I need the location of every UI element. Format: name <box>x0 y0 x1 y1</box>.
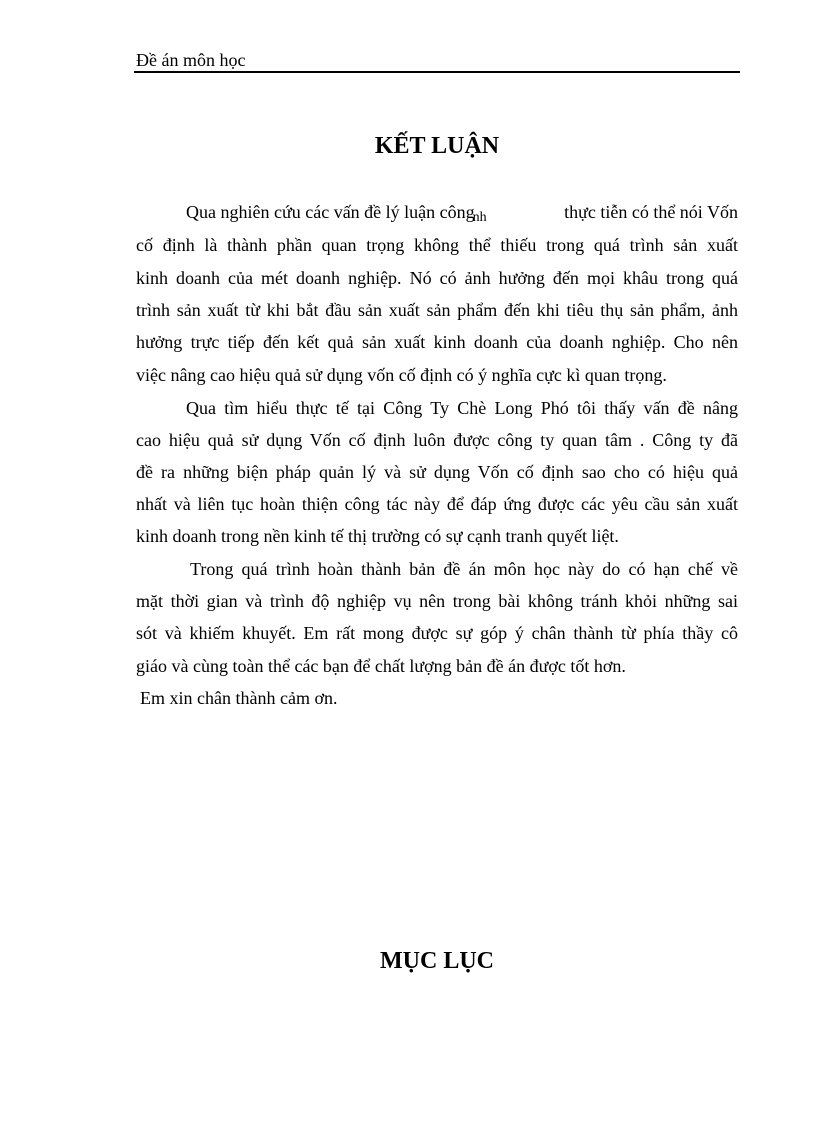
paragraph-2-line-1: Qua tìm hiểu thực tế tại Công Ty Chè Long Phó tôi thấy vấn đề nâng <box>186 398 738 418</box>
paragraph-1-line-2: cố định là thành phần quan trọng không thể thiếu trong quá trình sản xuất <box>136 235 738 255</box>
header-text: Đề án môn học <box>136 50 246 70</box>
paragraph-3-line-4: giáo và cùng toàn thể các bạn để chất lượng bản đề án được tốt hơn. <box>136 656 626 676</box>
paragraph-1-line-1 <box>186 201 738 226</box>
conclusion-heading: KẾT LUẬN <box>374 133 500 159</box>
page-header <box>134 49 740 73</box>
paragraph-2-line-4: nhất và liên tục hoàn thiện công tác này để đáp ứng được các yêu cầu sản xuất <box>136 494 738 514</box>
paragraph-2-line-2: cao hiệu quả sử dụng Vốn cố định luôn được công ty quan tâm . Công ty đã <box>136 430 738 450</box>
paragraph-1-line-4: trình sản xuất từ khi bắt đầu sản xuất sản phẩm đến khi tiêu thụ sản phẩm, ảnh <box>136 300 738 320</box>
paragraph-3-line-1: Trong quá trình hoàn thành bản đề án môn học này do có hạn chế về <box>190 559 738 579</box>
paragraph-3-line-2: mặt thời gian và trình độ nghiệp vụ nên trong bài không tránh khỏi những sai <box>136 591 738 611</box>
paragraph-1-line-3: kinh doanh của mét doanh nghiệp. Nó có ảnh hưởng đến mọi khâu trong quá <box>136 268 738 288</box>
paragraph-2-line-5: kinh doanh trong nền kinh tế thị trường có sự cạnh tranh quyết liệt. <box>136 526 619 546</box>
line-text: Qua nghiên cứu các vấn đề lý luận công <box>186 202 475 222</box>
paragraph-3-line-3: sót và khiếm khuyết. Em rất mong được sự góp ý chân thành từ phía thầy cô <box>136 623 738 643</box>
paragraph-1-line-6: việc nâng cao hiệu quả sử dụng vốn cố định có ý nghĩa cực kì quan trọng. <box>136 365 667 385</box>
paragraph-2-line-3: đề ra những biện pháp quản lý và sử dụng Vốn cố định sao cho có hiệu quả <box>136 462 738 482</box>
toc-heading: MỤC LỤC <box>380 948 494 974</box>
line-text-fragment: nh <box>472 210 487 225</box>
paragraph-1-line-5: hưởng trực tiếp đến kết quả sản xuất kinh doanh của doanh nghiệp. Cho nên <box>136 332 738 352</box>
line-text: thực tiễn có thể nói Vốn <box>564 202 738 222</box>
closing-line: Em xin chân thành cảm ơn. <box>140 688 338 708</box>
